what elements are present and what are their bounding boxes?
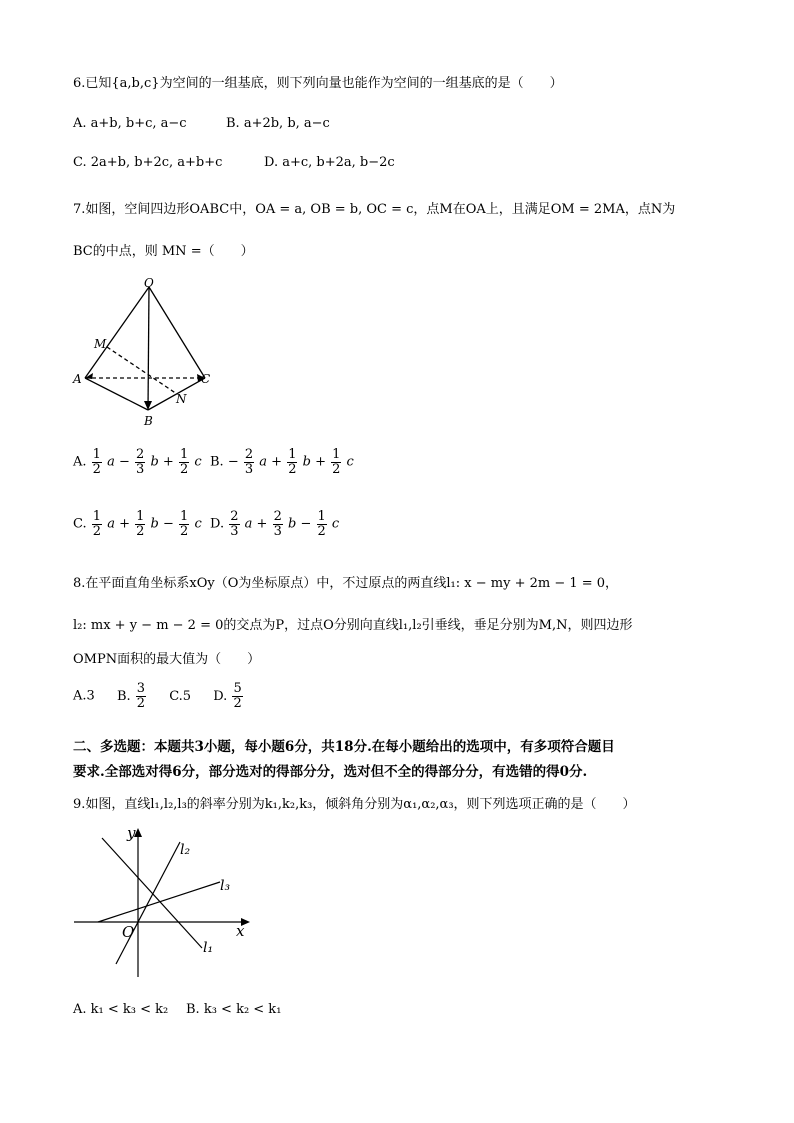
q9-stem: 9.如图，直线l₁,l₂,l₃的斜率分别为k₁,k₂,k₃，倾斜角分别为α₁,α₂,α₃，则下列选项正确的是（ ） bbox=[73, 797, 636, 812]
q8-stem-line2: l₂: mx + y − m − 2 = 0的交点为P，过点O分别向直线l₁,l₂引垂线，垂足分别为M,N，则四边形 bbox=[73, 618, 633, 633]
q9-option-a: A. k₁ < k₃ < k₂ bbox=[73, 1002, 169, 1017]
q6-option-a: A. a+b, b+c, a−c bbox=[73, 116, 187, 131]
q8-options bbox=[73, 682, 244, 710]
label-origin: O bbox=[122, 923, 135, 941]
q8-stem-line1: 8.在平面直角坐标系xOy（O为坐标原点）中，不过原点的两直线l₁: x − my + 2m − 1 = 0， bbox=[73, 576, 619, 591]
q6-option-b: B. a+2b, b, a−c bbox=[226, 116, 330, 131]
fraction: $\frac{3}{2}$ bbox=[136, 681, 146, 711]
q7-option-c: C. $\frac{1}{2}$ a + $\frac{1}{2}$ b − $\frac{1}{2}$ c bbox=[73, 509, 202, 539]
fraction: $\frac{1}{2}$ bbox=[288, 447, 297, 477]
q8-option-d: D. bbox=[213, 688, 228, 704]
label-l2: l₂ bbox=[180, 842, 191, 858]
segment-mn-dashed bbox=[107, 347, 177, 394]
fraction: $\frac{1}{2}$ bbox=[92, 447, 101, 477]
q7-tetrahedron-figure bbox=[70, 275, 220, 430]
q6-stem: 6.已知{a,b,c}为空间的一组基底，则下列向量也能作为空间的一组基底的是（ ） bbox=[73, 76, 563, 91]
q8-option-b: B. bbox=[116, 688, 131, 704]
line-l2 bbox=[116, 842, 180, 964]
q7-option-b: B. − $\frac{2}{3}$ a + $\frac{1}{2}$ b + $\frac{1}{2}$ c bbox=[210, 447, 354, 477]
section2-heading-line1: 二、多选题：本题共3小题，每小题6分，共18分.在每小题给出的选项中，有多项符合题目 bbox=[73, 739, 615, 755]
label-m: M bbox=[94, 337, 107, 351]
edge-ab bbox=[85, 378, 148, 410]
fraction: $\frac{2}{3}$ bbox=[273, 509, 282, 539]
q7-option-a: A. $\frac{1}{2}$ a − $\frac{2}{3}$ b + $\frac{1}{2}$ c bbox=[73, 447, 202, 477]
q7-stem-line1: 7.如图，空间四边形OABC中，OA = a, OB = b, OC = c，点M在OA上，且满足OM = 2MA，点N为 bbox=[73, 202, 676, 217]
fraction: $\frac{1}{2}$ bbox=[332, 447, 341, 477]
fraction: $\frac{5}{2}$ bbox=[233, 681, 242, 711]
fraction: $\frac{1}{2}$ bbox=[136, 509, 145, 539]
fraction: $\frac{1}{2}$ bbox=[180, 509, 189, 539]
q7-stem-line2: BC的中点，则 MN =（ ） bbox=[73, 244, 254, 259]
fraction: $\frac{1}{2}$ bbox=[179, 447, 189, 477]
q7-option-d: D. $\frac{2}{3}$ a + $\frac{2}{3}$ b − $\frac{1}{2}$ c bbox=[210, 509, 340, 539]
label-x: x bbox=[236, 922, 245, 940]
label-b: B bbox=[144, 414, 153, 428]
label-l1: l₁ bbox=[203, 940, 214, 956]
fraction: $\frac{2}{3}$ bbox=[136, 447, 145, 477]
q8-stem-line3: OMPN面积的最大值为（ ） bbox=[73, 652, 261, 667]
q8-option-a: A.3 bbox=[73, 688, 95, 704]
section2-heading-line2: 要求.全部选对得6分，部分选对的得部分分，选对但不全的得部分分，有选错的得0分. bbox=[73, 764, 588, 780]
q6-option-c: C. 2a+b, b+2c, a+b+c bbox=[73, 155, 223, 170]
q9-lines-figure bbox=[70, 822, 260, 980]
q6-option-d: D. a+c, b+2a, b−2c bbox=[264, 155, 395, 170]
line-l3 bbox=[98, 882, 220, 922]
label-n: N bbox=[176, 392, 187, 406]
edge-oa bbox=[85, 287, 149, 378]
fraction: $\frac{2}{3}$ bbox=[244, 447, 254, 477]
edge-oc bbox=[149, 287, 205, 378]
label-c: C bbox=[201, 372, 211, 386]
edge-ob bbox=[148, 287, 149, 410]
fraction: $\frac{1}{2}$ bbox=[92, 509, 102, 539]
label-o: O bbox=[144, 276, 154, 290]
q8-option-c: C.5 bbox=[169, 688, 192, 704]
label-l3: l₃ bbox=[220, 878, 231, 894]
label-y: y bbox=[127, 824, 136, 842]
fraction: $\frac{2}{3}$ bbox=[230, 509, 239, 539]
label-a: A bbox=[73, 372, 82, 386]
fraction: $\frac{1}{2}$ bbox=[317, 509, 326, 539]
q9-option-b: B. k₃ < k₂ < k₁ bbox=[186, 1002, 282, 1017]
